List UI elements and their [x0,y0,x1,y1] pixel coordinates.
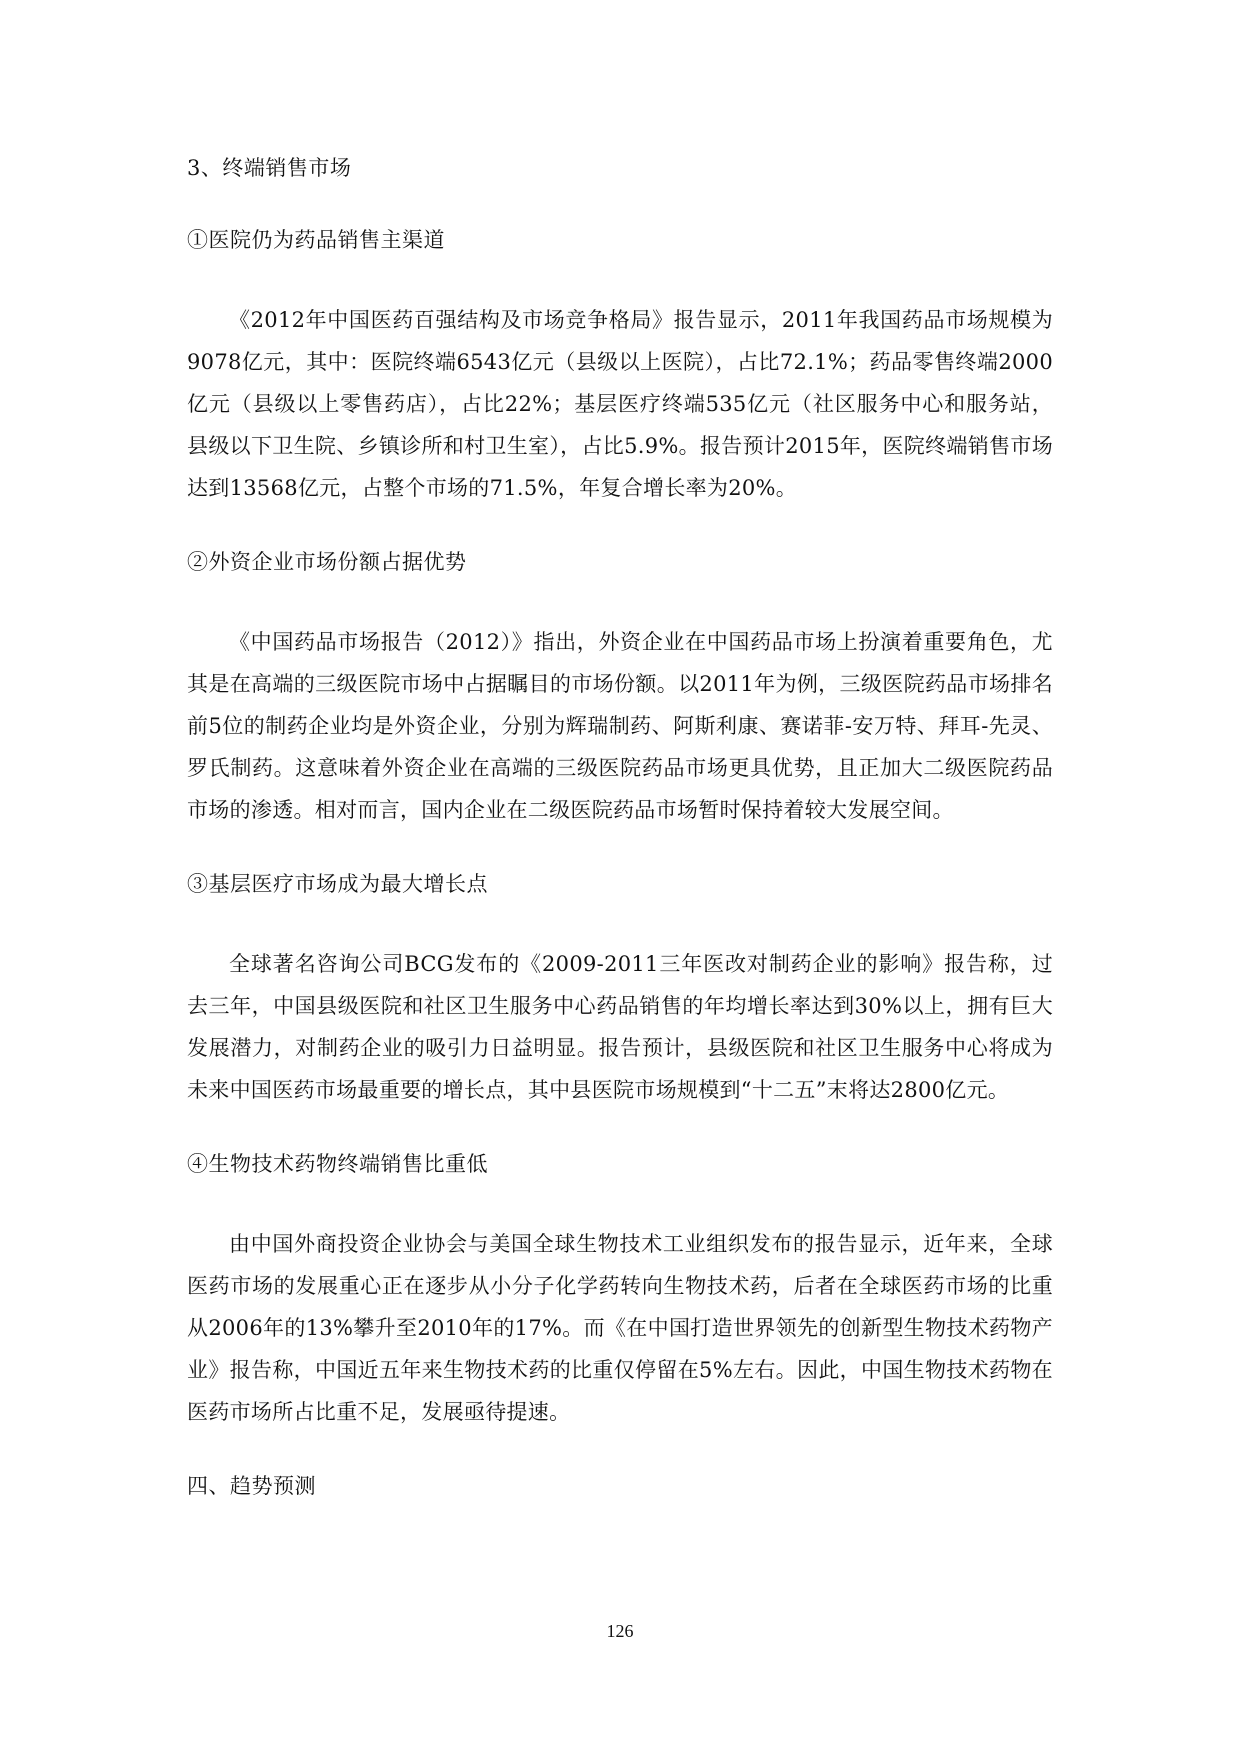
subsection-paragraph-2: 《中国药品市场报告（2012）》指出，外资企业在中国药品市场上扮演着重要角色，尤其是在高端的三级医院市场中占据瞩目的市场份额。以2011年为例，三级医院药品市场排名前5位的制药企业均是外资企业，分别为辉瑞制药、阿斯利康、赛诺菲-安万特、拜耳-先灵、罗氏制药。这意味着外资企业在高端的三级医院药品市场更具优势，且正加大二级医院药品市场的渗透。相对而言，国内企业在二级医院药品市场暂时保持着较大发展空间。 [187,630,1053,822]
subsection-heading-3: ③基层医疗市场成为最大增长点 [187,872,488,896]
subsection-heading-1: ①医院仍为药品销售主渠道 [187,228,445,252]
subsection-heading-4: ④生物技术药物终端销售比重低 [187,1152,488,1176]
next-section-title: 四、趋势预测 [187,1474,316,1498]
subsection-paragraph-1: 《2012年中国医药百强结构及市场竞争格局》报告显示，2011年我国药品市场规模为9078亿元，其中：医院终端6543亿元（县级以上医院），占比72.1%；药品零售终端2000亿元（县级以上零售药店），占比22%；基层医疗终端535亿元（社区服务中心和服务站，县级以下卫生院、乡镇诊所和村卫生室），占比5.9%。报告预计2015年，医院终端销售市场达到13568亿元，占整个市场的71.5%，年复合增长率为20%。 [187,308,1053,500]
subsection-paragraph-4: 由中国外商投资企业协会与美国全球生物技术工业组织发布的报告显示，近年来，全球医药市场的发展重心正在逐步从小分子化学药转向生物技术药，后者在全球医药市场的比重从2006年的13%攀升至2010年的17%。而《在中国打造世界领先的创新型生物技术药物产业》报告称，中国近五年来生物技术药的比重仅停留在5%左右。因此，中国生物技术药物在医药市场所占比重不足，发展亟待提速。 [187,1232,1053,1424]
subsection-heading-2: ②外资企业市场份额占据优势 [187,550,467,574]
subsection-paragraph-3: 全球著名咨询公司BCG发布的《2009-2011三年医改对制药企业的影响》报告称，过去三年，中国县级医院和社区卫生服务中心药品销售的年均增长率达到30%以上，拥有巨大发展潜力，对制药企业的吸引力日益明显。报告预计，县级医院和社区卫生服务中心将成为未来中国医药市场最重要的增长点，其中县医院市场规模到“十二五”末将达2800亿元。 [187,952,1053,1102]
section-title: 3、终端销售市场 [187,156,352,180]
page-number: 126 [606,1621,634,1641]
page-content [187,155,1053,1499]
